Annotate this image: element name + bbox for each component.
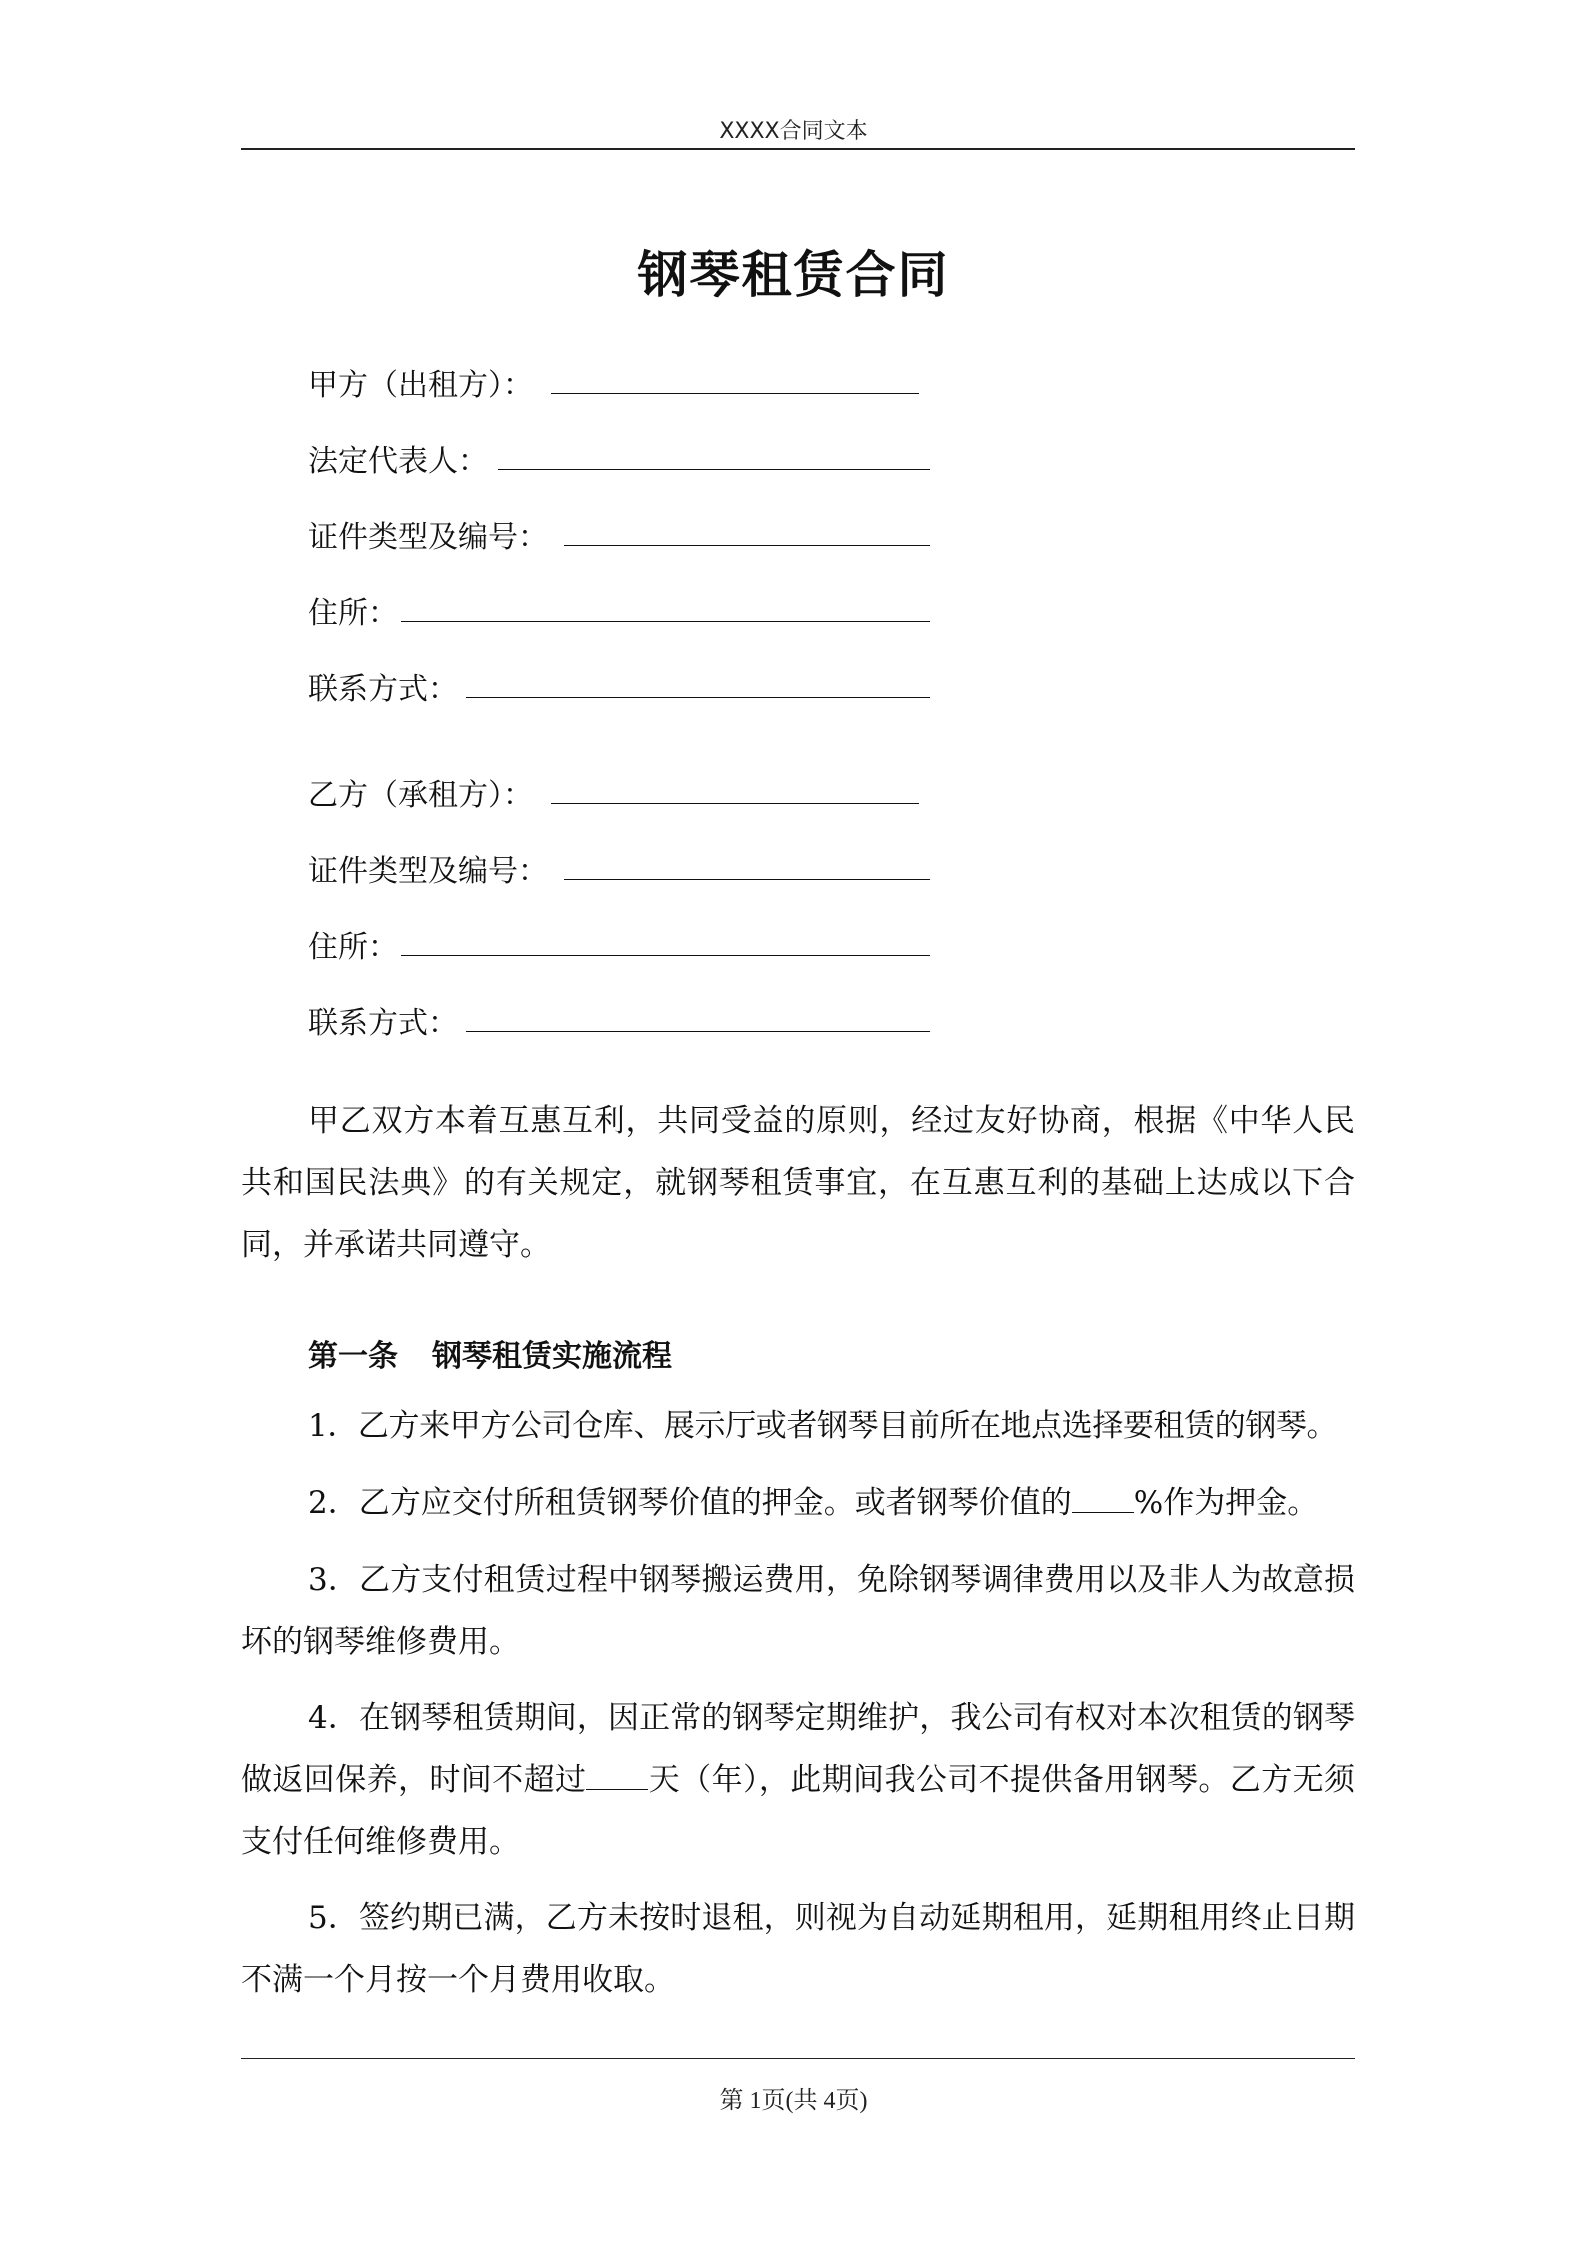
article-1-heading — [308, 1331, 672, 1375]
party-a-address-field — [308, 588, 928, 631]
maintenance-duration-blank[interactable] — [586, 1763, 648, 1790]
party-b-id-blank[interactable] — [564, 879, 930, 880]
party-a-rep-field — [308, 436, 928, 479]
party-b-id-label: 证件类型及编号： — [308, 854, 548, 889]
article-1-item-3: 3．乙方支付租赁过程中钢琴搬运费用，免除钢琴调律费用以及非人为故意损坏的钢琴维修费用。 — [241, 1562, 1355, 1660]
item-4-text-after: 天（年），此期间我公司不提供备用钢琴。乙方无须支付任何维修费用。 — [241, 1762, 1356, 1860]
party-b-name-field — [308, 770, 928, 813]
party-a-id-label: 证件类型及编号： — [308, 520, 548, 555]
party-a-rep-label: 法定代表人： — [308, 444, 488, 479]
article-1-item-2 — [241, 1472, 1355, 1534]
document-title: 钢琴租赁合同 — [637, 245, 950, 304]
party-a-rep-blank[interactable] — [498, 469, 930, 470]
party-b-name-label: 乙方（承租方）： — [308, 778, 533, 813]
party-b-address-blank[interactable] — [401, 955, 930, 956]
intro-paragraph: 甲乙双方本着互惠互利，共同受益的原则，经过友好协商，根据《中华人民共和国民法典》的有关规定，就钢琴租赁事宜，在互惠互利的基础上达成以下合同，并承诺共同遵守。 — [241, 1103, 1355, 1263]
party-b-name-blank[interactable] — [551, 803, 919, 804]
article-1-item-5: 5．签约期已满，乙方未按时退租，则视为自动延期租用，延期租用终止日期不满一个月按一个月费用收取。 — [241, 1900, 1355, 1998]
party-b-address-field — [308, 922, 928, 965]
article-1-title: 钢琴租赁实施流程 — [432, 1339, 672, 1374]
item-2-text-after: %作为押金。 — [1133, 1485, 1319, 1521]
page-number: 第 1页(共 4页) — [719, 2088, 868, 2114]
party-a-name-field — [308, 360, 928, 403]
article-1-item-1: 1．乙方来甲方公司仓库、展示厅或者钢琴目前所在地点选择要租赁的钢琴。 — [308, 1408, 1338, 1444]
party-b-address-label: 住所： — [308, 930, 398, 965]
party-b-contact-label: 联系方式： — [308, 1006, 458, 1041]
item-4-text-before: 4．在钢琴租赁期间，因正常的钢琴定期维护，我公司有权对本次租赁的钢琴做返回保养，时间不超过 — [241, 1700, 1355, 1798]
header-divider — [241, 148, 1355, 150]
article-1-number: 第一条 — [308, 1339, 398, 1374]
party-b-id-field — [308, 846, 928, 889]
party-a-contact-field — [308, 664, 928, 707]
party-a-address-label: 住所： — [308, 596, 398, 631]
party-b-contact-field — [308, 998, 928, 1041]
party-a-contact-label: 联系方式： — [308, 672, 458, 707]
deposit-percent-blank[interactable] — [1072, 1486, 1134, 1513]
party-b-contact-blank[interactable] — [466, 1031, 930, 1032]
article-1-item-4 — [241, 1687, 1355, 1873]
item-2-text-before: 2．乙方应交付所租赁钢琴价值的押金。或者钢琴价值的 — [308, 1485, 1072, 1521]
footer-divider — [241, 2058, 1355, 2059]
party-a-address-blank[interactable] — [401, 621, 930, 622]
party-a-id-field — [308, 512, 928, 555]
party-a-id-blank[interactable] — [564, 545, 930, 546]
party-a-name-label: 甲方（出租方）： — [308, 368, 533, 403]
page-header: XXXX合同文本 — [719, 119, 868, 144]
party-a-name-blank[interactable] — [551, 393, 919, 394]
party-a-contact-blank[interactable] — [466, 697, 930, 698]
